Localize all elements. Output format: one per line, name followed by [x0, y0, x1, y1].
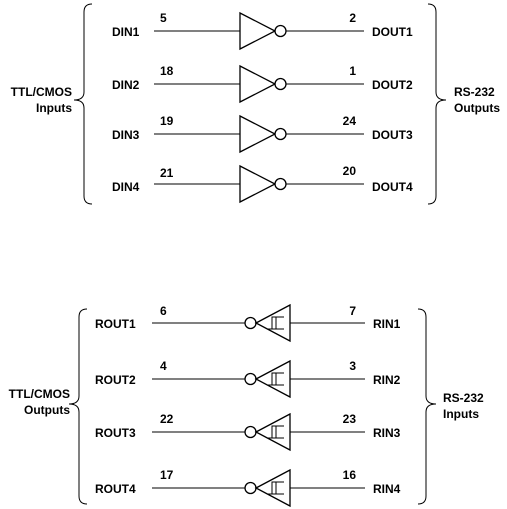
- driver-left-group-label-2: Inputs: [36, 101, 72, 115]
- driver-output-label: DOUT4: [372, 180, 413, 194]
- receiver-inversion-bubble: [245, 374, 256, 385]
- receiver-channel-1: [95, 304, 401, 341]
- driver-right-group-label-2: Outputs: [454, 101, 500, 115]
- receiver-right-group-label-2: Inputs: [443, 407, 479, 421]
- driver-left-group-label-1: TTL/CMOS: [10, 85, 72, 99]
- driver-section: [11, 4, 501, 204]
- receiver-channel-3: [95, 412, 401, 450]
- receiver-input-label: RIN3: [373, 426, 401, 440]
- receiver-channel-2: [95, 359, 401, 397]
- driver-buffer-triangle: [240, 13, 275, 49]
- driver-input-label: DIN4: [112, 180, 140, 194]
- driver-output-pin: 20: [342, 164, 356, 178]
- receiver-inversion-bubble: [245, 427, 256, 438]
- receiver-input-label: RIN2: [373, 373, 401, 387]
- receiver-left-group-label-2: Outputs: [24, 403, 70, 417]
- driver-channel-3: [112, 114, 413, 152]
- driver-left-brace: [74, 4, 92, 204]
- receiver-channel-4: [95, 468, 401, 506]
- driver-input-pin: 21: [160, 166, 174, 180]
- receiver-right-brace: [418, 309, 436, 504]
- receiver-left-brace: [69, 309, 87, 504]
- driver-output-label: DOUT2: [372, 78, 413, 92]
- receiver-input-label: RIN4: [373, 482, 401, 496]
- receiver-inversion-bubble: [245, 318, 256, 329]
- driver-channel-4: [112, 164, 413, 202]
- receiver-right-group-label-1: RS-232: [443, 391, 484, 405]
- driver-output-pin: 1: [349, 64, 356, 78]
- driver-output-label: DOUT1: [372, 25, 413, 39]
- receiver-output-label: ROUT1: [95, 317, 136, 331]
- driver-output-label: DOUT3: [372, 128, 413, 142]
- driver-input-pin: 18: [160, 64, 174, 78]
- receiver-left-group-label-1: TTL/CMOS: [8, 387, 70, 401]
- receiver-output-pin: 22: [160, 412, 174, 426]
- receiver-input-pin: 16: [342, 468, 356, 482]
- receiver-section: [9, 304, 484, 506]
- driver-inversion-bubble: [275, 79, 286, 90]
- driver-right-group-label-1: RS-232: [454, 85, 495, 99]
- receiver-buffer-triangle: [256, 361, 290, 397]
- driver-input-pin: 5: [160, 11, 167, 25]
- driver-channel-1: [112, 11, 413, 49]
- driver-input-label: DIN1: [112, 25, 140, 39]
- receiver-input-label: RIN1: [373, 317, 401, 331]
- receiver-input-pin: 23: [342, 412, 356, 426]
- receiver-buffer-triangle: [256, 305, 290, 341]
- receiver-output-label: ROUT3: [95, 426, 136, 440]
- receiver-input-pin: 3: [349, 359, 356, 373]
- driver-input-label: DIN2: [112, 78, 140, 92]
- receiver-buffer-triangle: [256, 414, 290, 450]
- driver-inversion-bubble: [275, 179, 286, 190]
- driver-input-label: DIN3: [112, 128, 140, 142]
- driver-right-brace: [428, 4, 446, 204]
- driver-buffer-triangle: [240, 166, 275, 202]
- driver-buffer-triangle: [240, 66, 275, 102]
- receiver-output-pin: 6: [160, 304, 167, 318]
- receiver-output-pin: 17: [160, 468, 174, 482]
- driver-channel-2: [112, 64, 413, 102]
- driver-inversion-bubble: [275, 26, 286, 37]
- driver-output-pin: 24: [342, 114, 356, 128]
- driver-output-pin: 2: [349, 11, 356, 25]
- receiver-input-pin: 7: [349, 304, 356, 318]
- receiver-output-label: ROUT2: [95, 373, 136, 387]
- driver-input-pin: 19: [160, 114, 174, 128]
- driver-buffer-triangle: [240, 116, 275, 152]
- driver-inversion-bubble: [275, 129, 286, 140]
- receiver-output-label: ROUT4: [95, 482, 136, 496]
- receiver-output-pin: 4: [160, 359, 167, 373]
- receiver-inversion-bubble: [245, 483, 256, 494]
- receiver-buffer-triangle: [256, 470, 290, 506]
